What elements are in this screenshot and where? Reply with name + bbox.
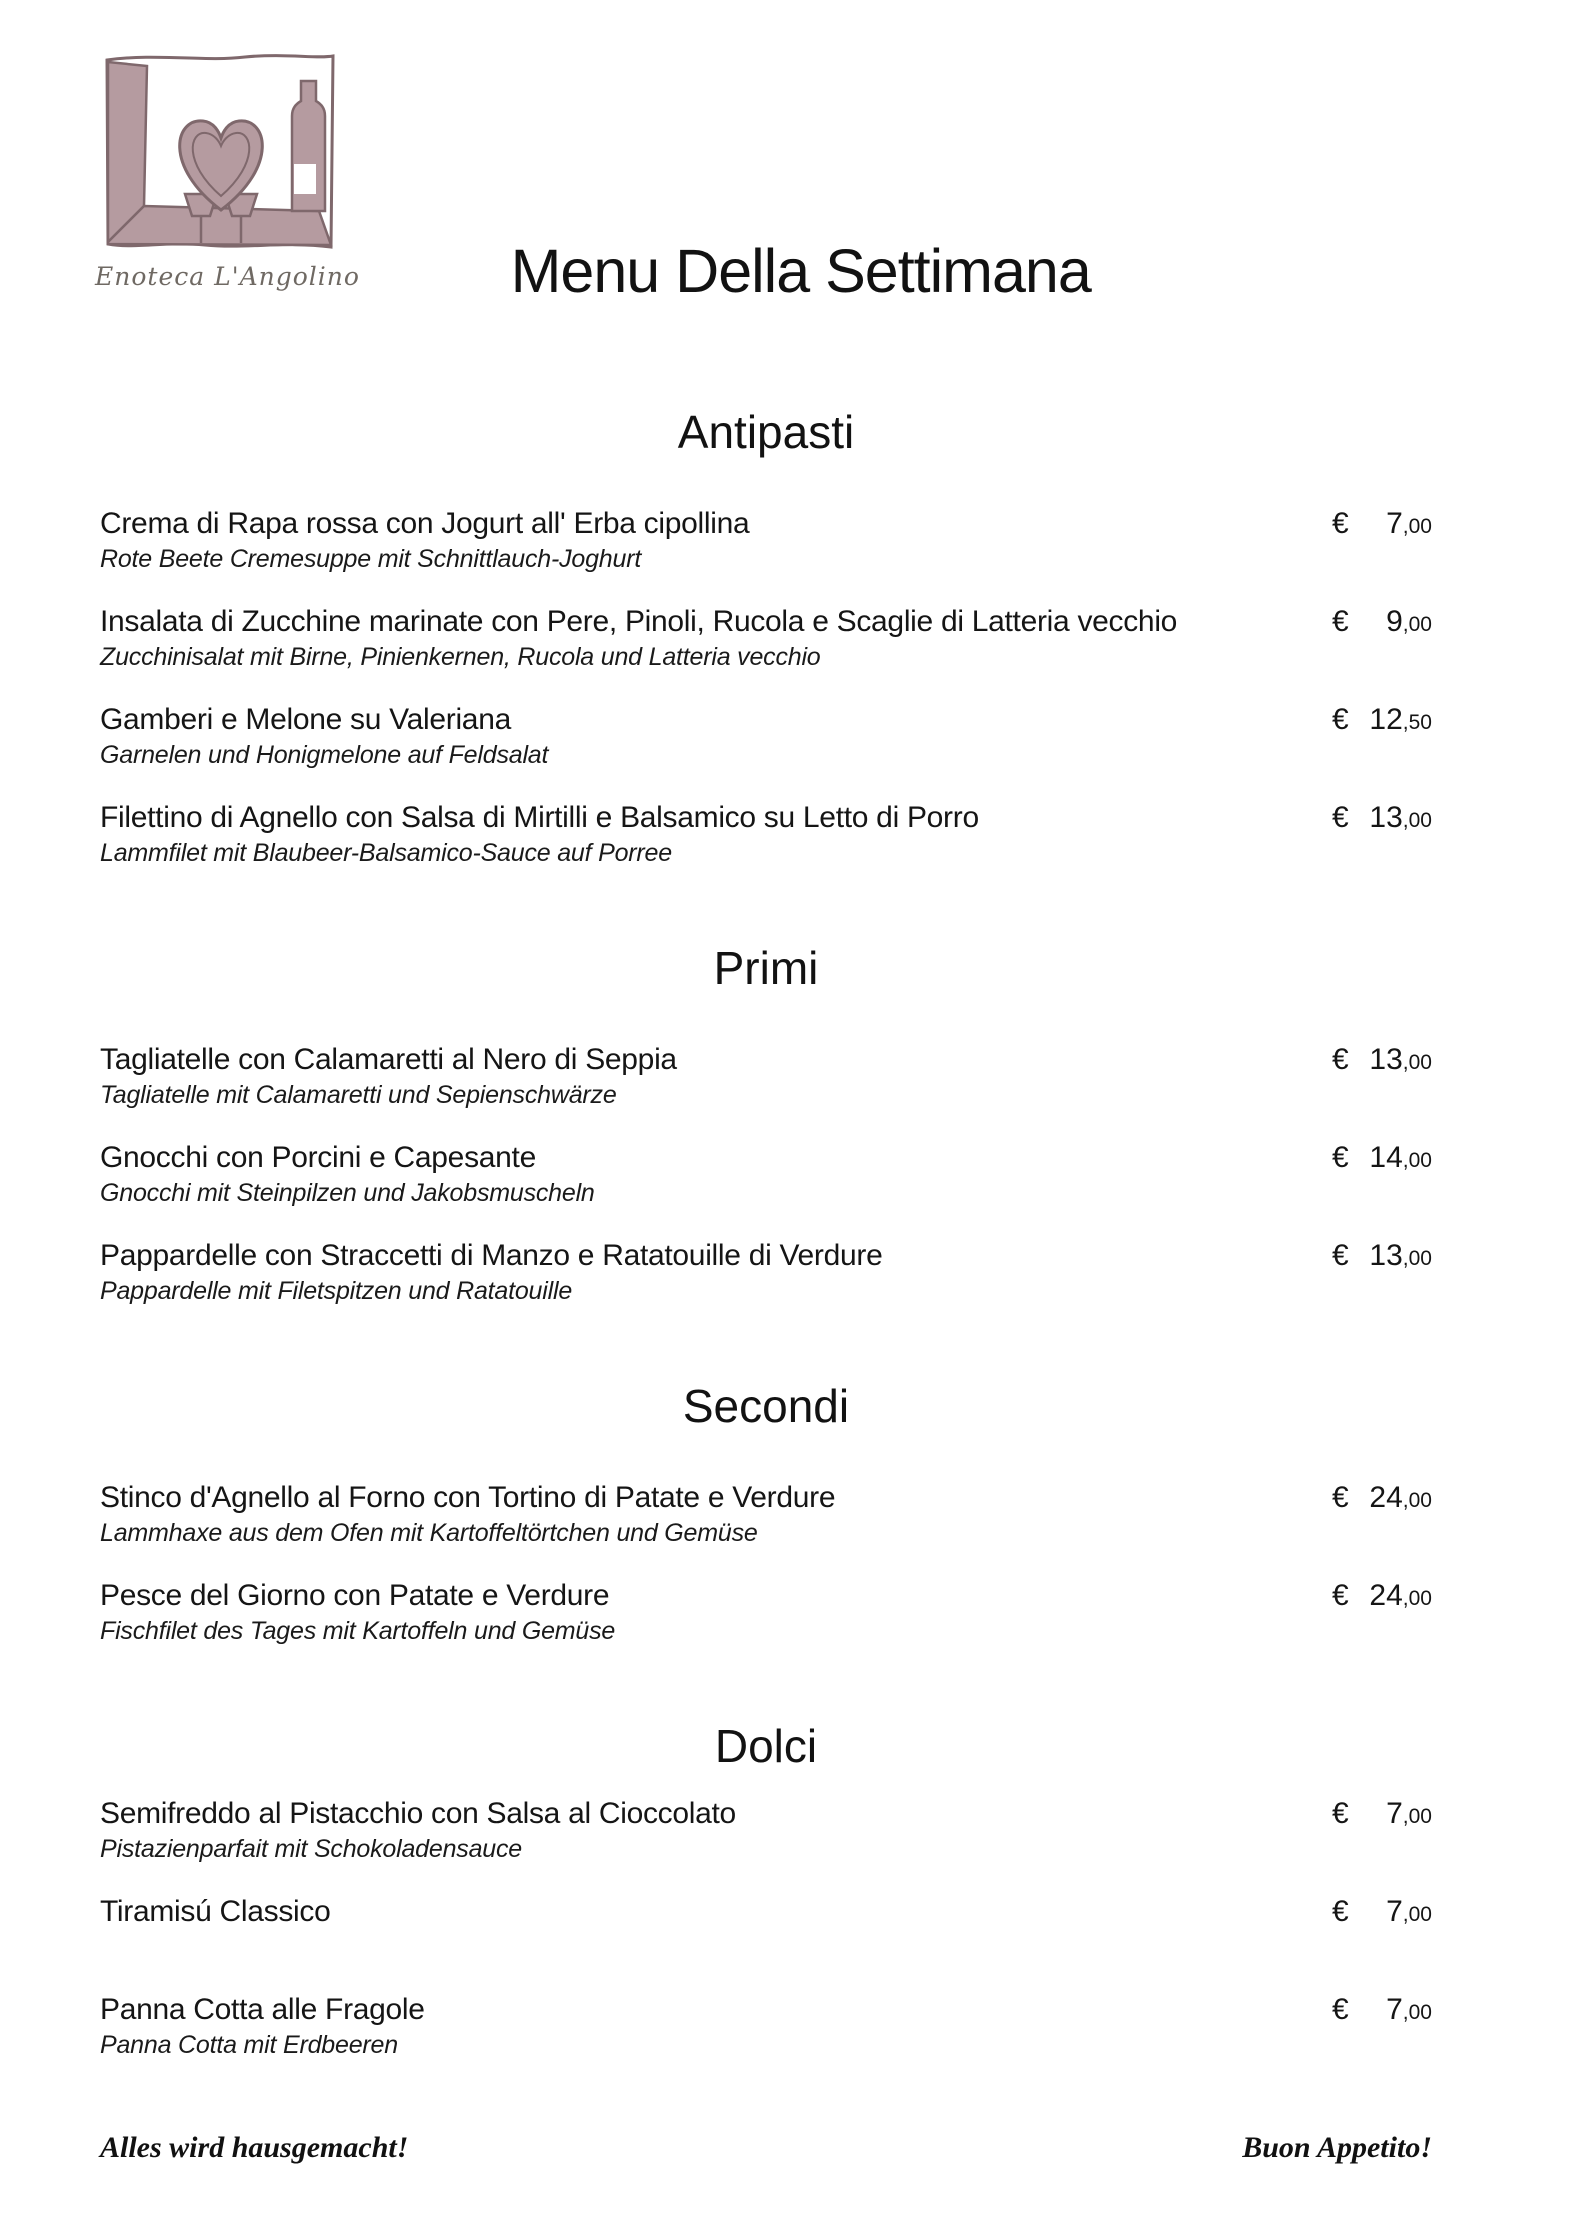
price-amount (1386, 507, 1432, 541)
menu-item (100, 1992, 1432, 2062)
menu (0, 370, 1570, 2090)
euro-sign: € (1332, 1141, 1349, 1174)
item-price (1332, 801, 1432, 835)
price-whole: 7 (1386, 1797, 1403, 1830)
price-whole: 13 (1369, 1239, 1403, 1272)
item-price (1332, 1579, 1432, 1613)
price-whole: 13 (1369, 801, 1403, 834)
item-description: Pistazienparfait mit Schokoladensauce (100, 1835, 523, 1863)
price-fraction: ,00 (1402, 2001, 1432, 2024)
price-fraction: ,50 (1402, 711, 1432, 734)
price-whole: 7 (1386, 507, 1403, 540)
menu-item (100, 1796, 1432, 1866)
item-name: Tagliatelle con Calamaretti al Nero di Seppia (100, 1043, 677, 1076)
price-amount (1386, 1895, 1432, 1929)
euro-sign: € (1332, 1481, 1349, 1514)
item-name: Semifreddo al Pistacchio con Salsa al Cioccolato (100, 1797, 736, 1830)
item-description: Rote Beete Cremesuppe mit Schnittlauch-Joghurt (100, 545, 642, 573)
price-fraction: ,00 (1402, 1587, 1432, 1610)
section-secondi (100, 1336, 1432, 1676)
item-description: Tagliatelle mit Calamaretti und Sepienschwärze (100, 1081, 617, 1109)
item-name: Pappardelle con Straccetti di Manzo e Ratatouille di Verdure (100, 1239, 883, 1272)
price-fraction: ,00 (1402, 1489, 1432, 1512)
section-primi (100, 898, 1432, 1336)
item-description: Lammhaxe aus dem Ofen mit Kartoffeltörtchen und Gemüse (100, 1519, 758, 1547)
item-price (1332, 703, 1432, 737)
price-amount (1369, 703, 1432, 737)
section-heading: Antipasti (677, 406, 855, 458)
item-name: Panna Cotta alle Fragole (100, 1993, 425, 2026)
euro-sign: € (1332, 1895, 1349, 1928)
price-fraction: ,00 (1402, 809, 1432, 832)
price-amount (1369, 1481, 1432, 1515)
euro-sign: € (1332, 1579, 1349, 1612)
price-amount (1369, 1043, 1432, 1077)
price-whole: 14 (1369, 1141, 1403, 1174)
menu-item (100, 1578, 1432, 1648)
item-description: Fischfilet des Tages mit Kartoffeln und Gemüse (100, 1617, 616, 1645)
item-description: Garnelen und Honigmelone auf Feldsalat (100, 741, 549, 769)
menu-item (100, 506, 1432, 576)
euro-sign: € (1332, 801, 1349, 834)
logo (95, 48, 365, 291)
price-fraction: ,00 (1402, 1903, 1432, 1926)
item-price (1332, 1141, 1432, 1175)
menu-item (100, 702, 1432, 772)
item-name: Pesce del Giorno con Patate e Verdure (100, 1579, 610, 1612)
section-heading: Primi (713, 942, 819, 994)
item-price (1332, 605, 1432, 639)
header (0, 0, 1570, 370)
item-price (1332, 1481, 1432, 1515)
euro-sign: € (1332, 1239, 1349, 1272)
price-fraction: ,00 (1402, 1051, 1432, 1074)
euro-sign: € (1332, 1993, 1349, 2026)
price-whole: 13 (1369, 1043, 1403, 1076)
section-heading: Secondi (682, 1380, 850, 1432)
item-price (1332, 1993, 1432, 2027)
item-name: Insalata di Zucchine marinate con Pere, Pinoli, Rucola e Scaglie di Latteria vecchio (100, 605, 1178, 638)
menu-item (100, 1042, 1432, 1112)
footer (0, 2090, 1570, 2166)
item-price (1332, 1895, 1432, 1929)
price-amount (1386, 605, 1432, 639)
price-whole: 12 (1369, 703, 1403, 736)
menu-item (100, 1894, 1432, 1964)
price-whole: 9 (1386, 605, 1403, 638)
item-name: Filettino di Agnello con Salsa di Mirtilli e Balsamico su Letto di Porro (100, 801, 979, 834)
section-heading: Dolci (714, 1720, 818, 1772)
menu-item (100, 604, 1432, 674)
footer-note-left: Alles wird hausgemacht! (100, 2131, 409, 2164)
item-price (1332, 1239, 1432, 1273)
menu-item (100, 1140, 1432, 1210)
page-title: Menu Della Settimana (510, 237, 1091, 305)
section-dolci (100, 1676, 1432, 2090)
item-name: Stinco d'Agnello al Forno con Tortino di Patate e Verdure (100, 1481, 836, 1514)
price-amount (1386, 1797, 1432, 1831)
price-amount (1369, 801, 1432, 835)
price-fraction: ,00 (1402, 1247, 1432, 1270)
item-description: Gnocchi mit Steinpilzen und Jakobsmuscheln (100, 1179, 595, 1207)
footer-note-right: Buon Appetito! (1242, 2131, 1432, 2164)
price-whole: 24 (1369, 1481, 1403, 1514)
price-fraction: ,00 (1402, 1805, 1432, 1828)
item-description: Lammfilet mit Blaubeer-Balsamico-Sauce auf Porree (100, 839, 672, 867)
item-name: Gnocchi con Porcini e Capesante (100, 1141, 536, 1174)
item-description (100, 1930, 1432, 1964)
euro-sign: € (1332, 1043, 1349, 1076)
menu-item (100, 800, 1432, 870)
item-price (1332, 507, 1432, 541)
section-antipasti (100, 370, 1432, 898)
price-fraction: ,00 (1402, 613, 1432, 636)
price-amount (1369, 1141, 1432, 1175)
item-name: Tiramisú Classico (100, 1895, 331, 1928)
enoteca-logo-icon (95, 48, 345, 256)
euro-sign: € (1332, 1797, 1349, 1830)
item-description: Panna Cotta mit Erdbeeren (100, 2031, 398, 2059)
price-whole: 24 (1369, 1579, 1403, 1612)
price-fraction: ,00 (1402, 1149, 1432, 1172)
euro-sign: € (1332, 507, 1349, 540)
item-name: Crema di Rapa rossa con Jogurt all' Erba cipollina (100, 507, 750, 540)
price-amount (1369, 1579, 1432, 1613)
item-price (1332, 1797, 1432, 1831)
price-whole: 7 (1386, 1993, 1403, 2026)
price-whole: 7 (1386, 1895, 1403, 1928)
price-amount (1369, 1239, 1432, 1273)
item-description: Zucchinisalat mit Birne, Pinienkernen, Rucola und Latteria vecchio (100, 643, 821, 671)
menu-item (100, 1480, 1432, 1550)
item-description: Pappardelle mit Filetspitzen und Ratatouille (100, 1277, 573, 1305)
item-price (1332, 1043, 1432, 1077)
euro-sign: € (1332, 703, 1349, 736)
menu-item (100, 1238, 1432, 1308)
price-amount (1386, 1993, 1432, 2027)
item-name: Gamberi e Melone su Valeriana (100, 703, 511, 736)
logo-caption: Enoteca L'Angolino (95, 262, 360, 291)
euro-sign: € (1332, 605, 1349, 638)
price-fraction: ,00 (1402, 515, 1432, 538)
